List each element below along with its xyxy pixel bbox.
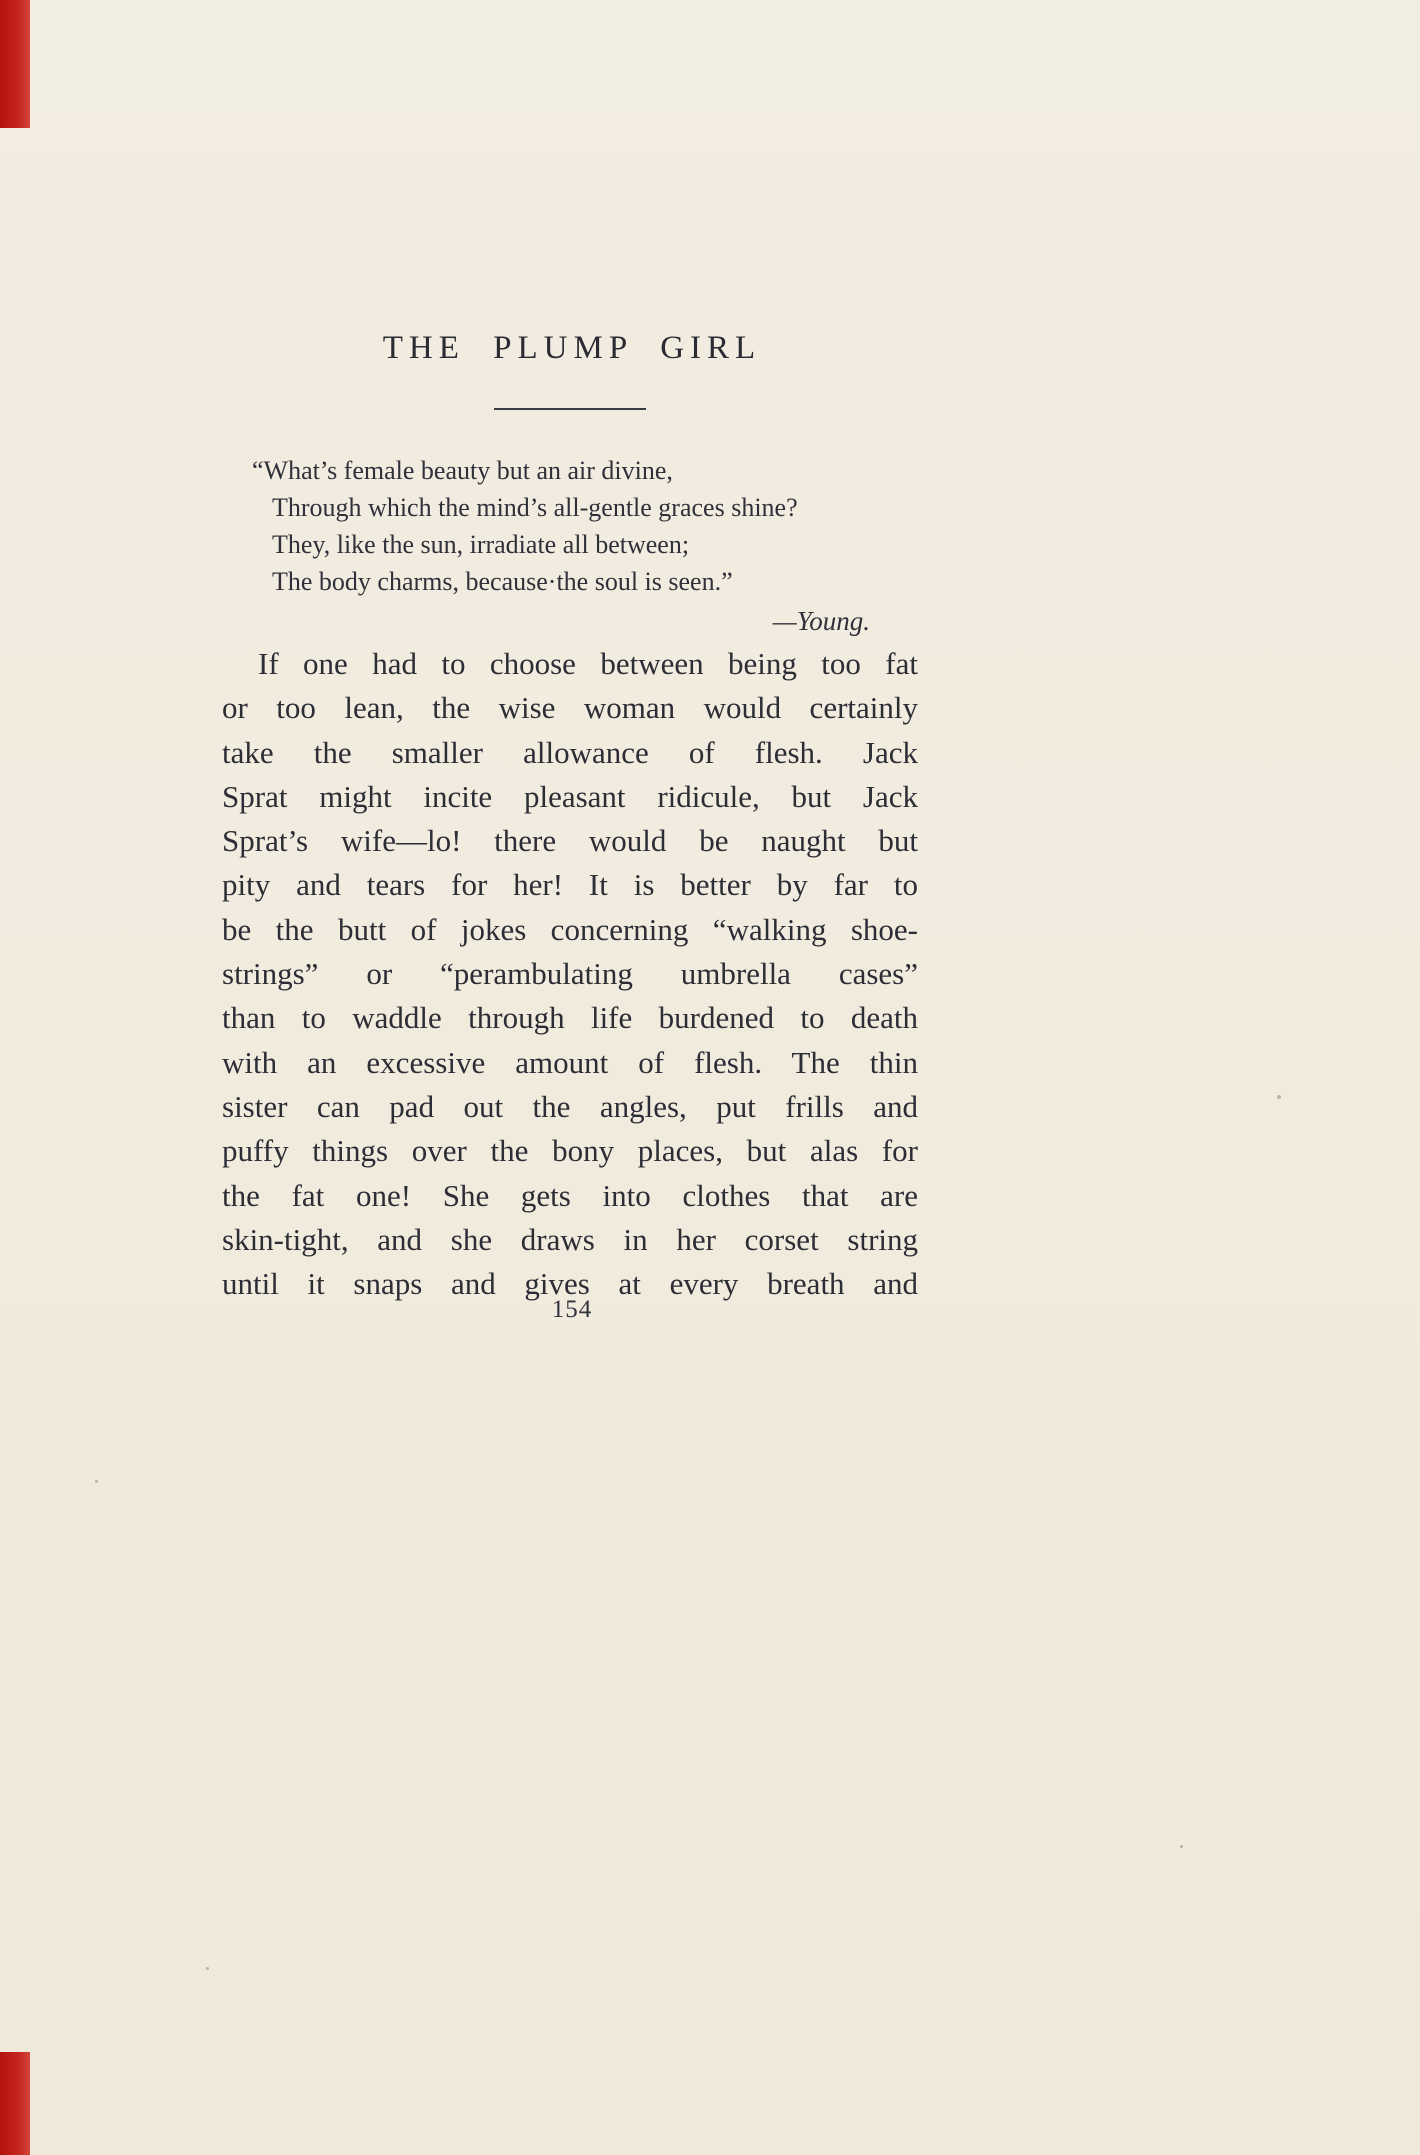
body-line: until it snaps and gives at every breath and (222, 1266, 918, 1302)
body-line: If one had to choose between being too fat (258, 646, 918, 681)
scan-speck (1277, 1095, 1281, 1099)
body-line: sister can pad out the angles, put frills and (222, 1088, 918, 1124)
page-number: 154 (551, 1296, 593, 1323)
body-line: the fat one! She gets into clothes that are (222, 1177, 918, 1213)
body-line: take the smaller allowance of flesh. Jack (222, 734, 918, 770)
red-cover-edge-bottom (0, 2052, 30, 2155)
title-divider-rule (494, 408, 646, 410)
body-line: or too lean, the wise woman would certainly (222, 690, 918, 726)
scan-speck (1180, 1845, 1183, 1848)
scan-speck (206, 1967, 209, 1970)
page-title: THE PLUMP GIRL (382, 330, 762, 366)
epigraph-line: They, like the sun, irradiate all between; (272, 530, 690, 559)
body-line: with an excessive amount of flesh. The thin (222, 1044, 918, 1080)
epigraph-line: Through which the mind’s all-gentle graces shine? (272, 493, 798, 522)
epigraph-attribution: —Young. (772, 606, 870, 636)
body-line: than to waddle through life burdened to death (222, 1000, 918, 1036)
epigraph-line: “What’s female beauty but an air divine, (252, 456, 673, 485)
body-line: be the butt of jokes concerning “walking shoe- (222, 911, 918, 947)
scan-speck (95, 1480, 98, 1483)
body-line: skin-tight, and she draws in her corset string (222, 1221, 918, 1257)
body-line: Sprat’s wife—lo! there would be naught but (222, 823, 918, 859)
red-cover-edge-top (0, 0, 30, 128)
epigraph-line: The body charms, because·the soul is seen.” (272, 567, 733, 596)
body-line: strings” or “perambulating umbrella cases” (222, 956, 918, 992)
body-line: Sprat might incite pleasant ridicule, but Jack (222, 778, 918, 814)
body-line: pity and tears for her! It is better by far to (222, 867, 918, 903)
body-line: puffy things over the bony places, but alas for (222, 1133, 918, 1169)
epigraph-quote (252, 452, 902, 640)
body-paragraph (222, 642, 918, 1306)
